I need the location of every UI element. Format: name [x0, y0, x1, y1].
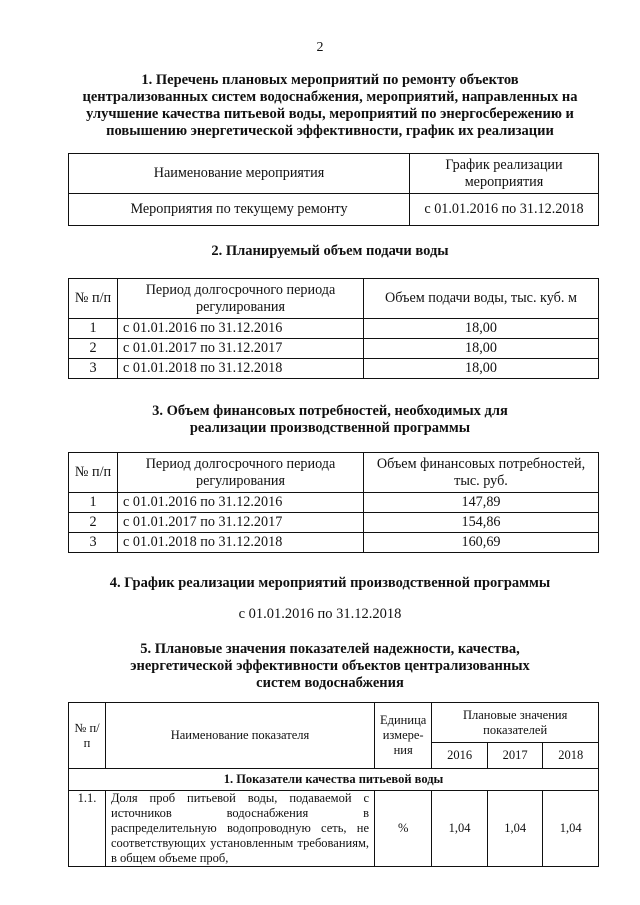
header-cell: График реализации мероприятия	[410, 154, 599, 194]
table-row	[69, 533, 599, 553]
section5-title-line: энергетической эффективности объектов централизованных	[130, 658, 530, 674]
table-cell: с 01.01.2017 по 31.12.2017	[118, 339, 364, 359]
table-header-row	[69, 703, 599, 743]
table-row	[69, 791, 599, 867]
year-cell: 2018	[543, 743, 599, 769]
section3-title	[60, 403, 600, 437]
table-group-row	[69, 769, 599, 791]
table-cell: с 01.01.2016 по 31.12.2016	[118, 319, 364, 339]
header-cell: № п/п	[69, 453, 118, 493]
section5-title-line: систем водоснабжения	[256, 675, 404, 691]
year-cell: 2017	[487, 743, 543, 769]
table-cell: 1,04	[487, 791, 543, 867]
table-row	[69, 339, 599, 359]
group-title: 1. Показатели качества питьевой воды	[69, 769, 599, 791]
table-cell: 2	[69, 339, 118, 359]
header-cell: Единица измере-ния	[375, 703, 432, 769]
table-cell: с 01.01.2017 по 31.12.2017	[118, 513, 364, 533]
table-cell: 1.1.	[69, 791, 106, 867]
table-cell: с 01.01.2018 по 31.12.2018	[118, 359, 364, 379]
table-cell: %	[375, 791, 432, 867]
table-row	[69, 359, 599, 379]
header-cell: Объем подачи воды, тыс. куб. м	[364, 279, 599, 319]
table-row	[69, 513, 599, 533]
header-cell: № п/п	[69, 279, 118, 319]
section2-title: 2. Планируемый объем подачи воды	[211, 243, 449, 259]
section4-period: с 01.01.2016 по 31.12.2018	[238, 606, 402, 622]
section3-title-line: 3. Объем финансовых потребностей, необходимых для	[152, 403, 508, 419]
header-cell: № п/п	[69, 703, 106, 769]
header-cell: Плановые значения показателей	[432, 703, 599, 743]
section4-title: 4. График реализации мероприятий производственной программы	[109, 575, 551, 591]
table-cell: с 01.01.2018 по 31.12.2018	[118, 533, 364, 553]
header-cell: Наименование показателя	[106, 703, 375, 769]
table-cell: 1	[69, 319, 118, 339]
section5-title-line: 5. Плановые значения показателей надежности, качества,	[140, 641, 520, 657]
section1-table	[68, 153, 599, 226]
year-cell: 2016	[432, 743, 488, 769]
table-cell: 154,86	[364, 513, 599, 533]
table-cell: 18,00	[364, 339, 599, 359]
table-cell: Доля проб питьевой воды, подаваемой с источников водоснабжения в распределительную водопроводную сеть, не соответствующих установленным требованиям, в общем объеме проб,	[106, 791, 375, 867]
section1-title-line: улучшение качества питьевой воды, мероприятий по энергосбережению и	[86, 106, 574, 122]
table-cell: 1,04	[432, 791, 488, 867]
table-row	[69, 194, 599, 226]
section1-title-line: централизованных систем водоснабжения, мероприятий, направленных на	[82, 89, 578, 105]
table-header-row	[69, 279, 599, 319]
section3-title-line: реализации производственной программы	[189, 420, 471, 436]
table-cell: 1	[69, 493, 118, 513]
table-cell: 1,04	[543, 791, 599, 867]
table-cell: 147,89	[364, 493, 599, 513]
header-cell: Объем финансовых потребностей, тыс. руб.	[364, 453, 599, 493]
section2-table	[68, 278, 599, 379]
section1-title-line: повышению энергетической эффективности, график их реализации	[106, 123, 554, 139]
header-cell: Период долгосрочного периода регулирования	[118, 279, 364, 319]
table-row	[69, 319, 599, 339]
table-cell: 18,00	[364, 359, 599, 379]
section3-table	[68, 452, 599, 553]
table-cell: Мероприятия по текущему ремонту	[69, 194, 410, 226]
table-cell: 2	[69, 513, 118, 533]
table-cell: с 01.01.2016 по 31.12.2018	[410, 194, 599, 226]
page-number: 2	[316, 40, 324, 55]
header-cell: Наименование мероприятия	[69, 154, 410, 194]
section1-title	[60, 72, 600, 140]
table-cell: с 01.01.2016 по 31.12.2016	[118, 493, 364, 513]
section5-table	[68, 702, 599, 867]
header-cell: Период долгосрочного периода регулирования	[118, 453, 364, 493]
table-cell: 160,69	[364, 533, 599, 553]
table-row	[69, 493, 599, 513]
section5-title	[60, 641, 600, 692]
table-cell: 3	[69, 359, 118, 379]
table-header-row	[69, 453, 599, 493]
table-header-row	[69, 154, 599, 194]
table-cell: 3	[69, 533, 118, 553]
table-cell: 18,00	[364, 319, 599, 339]
section1-title-line: 1. Перечень плановых мероприятий по ремонту объектов	[141, 72, 519, 88]
